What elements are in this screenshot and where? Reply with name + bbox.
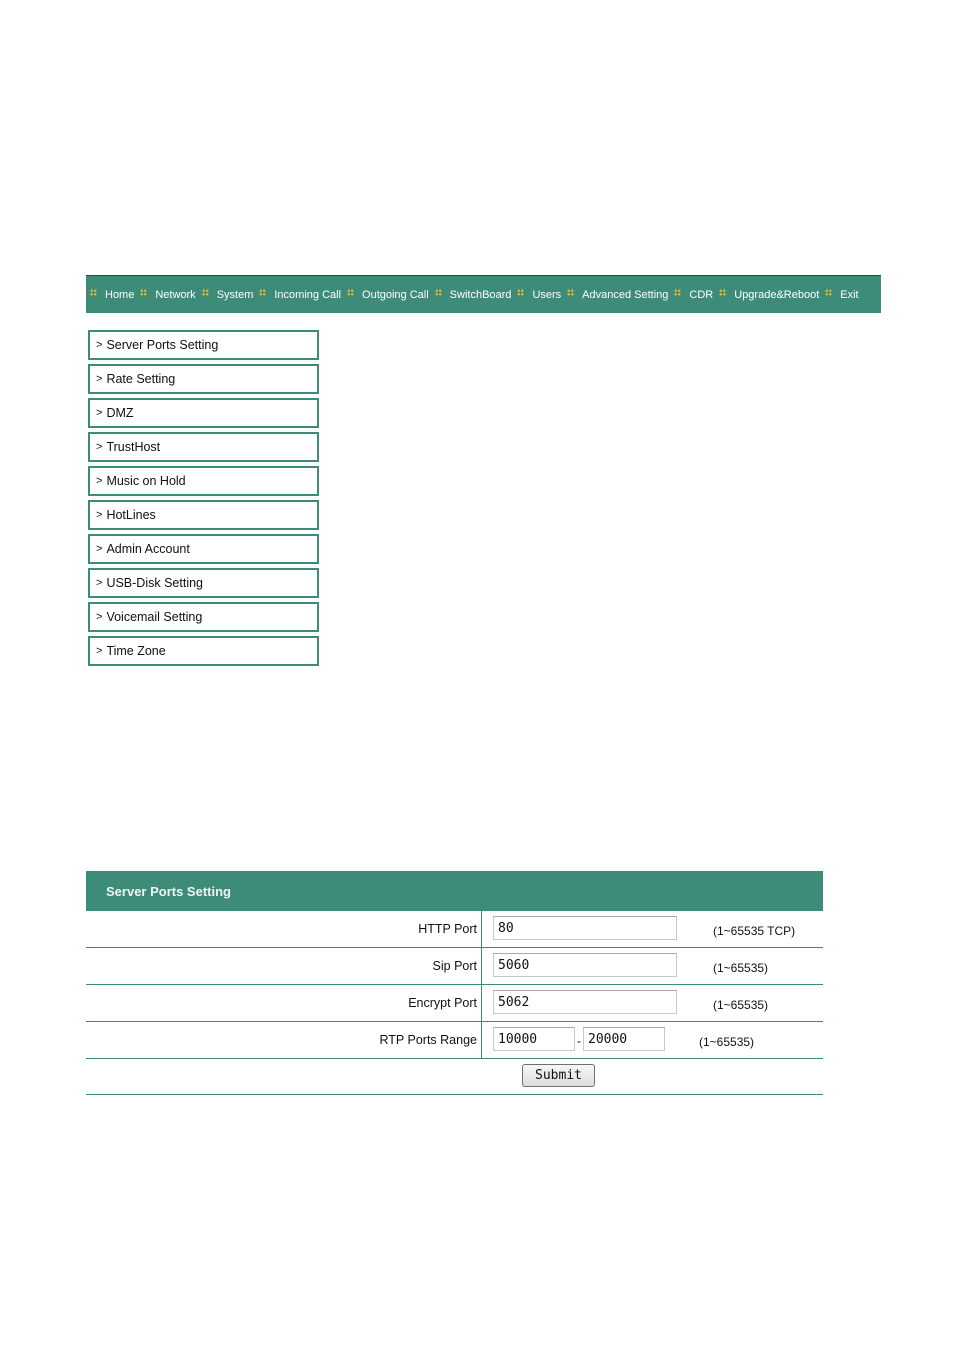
rtp-port-end-input[interactable]: [583, 1027, 665, 1051]
chevron-right-icon: >: [96, 645, 103, 657]
encrypt-port-hint: (1~65535): [713, 998, 769, 1012]
chevron-right-icon: >: [96, 339, 103, 351]
chevron-right-icon: >: [96, 475, 103, 487]
submit-button[interactable]: Submit: [522, 1064, 595, 1087]
nav-bullet-icon: [517, 289, 524, 296]
chevron-right-icon: >: [96, 577, 103, 589]
sidebar-item-admin-account[interactable]: [88, 534, 319, 564]
nav-item-label: SwitchBoard: [449, 288, 512, 301]
panel-title: Server Ports Setting: [86, 871, 823, 911]
sip-port-value-cell: [482, 948, 823, 984]
nav-item-label: System: [216, 288, 254, 301]
nav-item-cdr[interactable]: [674, 289, 713, 301]
nav-item-label: Advanced Setting: [582, 288, 669, 301]
sidebar-item-time-zone[interactable]: [88, 636, 319, 666]
rtp-range-separator: -: [577, 1034, 581, 1048]
encrypt-port-row: [86, 985, 823, 1022]
sidebar-item-label: Music on Hold: [106, 474, 186, 488]
sidebar-item-label: TrustHost: [106, 440, 161, 454]
nav-item-label: Home: [105, 288, 135, 301]
nav-bullet-icon: [347, 289, 354, 296]
nav-item-switchboard[interactable]: [435, 289, 512, 301]
sidebar-item-rate-setting[interactable]: [88, 364, 319, 394]
advanced-settings-sidebar: [88, 330, 319, 670]
nav-item-upgrade-reboot[interactable]: [719, 289, 819, 301]
top-navigation-bar: [86, 275, 881, 313]
nav-item-label: Exit: [840, 288, 859, 301]
nav-item-incoming-call[interactable]: [259, 289, 341, 301]
submit-row: [86, 1059, 823, 1095]
nav-item-home[interactable]: [90, 289, 134, 301]
nav-item-network[interactable]: [140, 289, 195, 301]
nav-bullet-icon: [719, 289, 726, 296]
chevron-right-icon: >: [96, 441, 103, 453]
sidebar-item-server-ports-setting[interactable]: [88, 330, 319, 360]
http-port-row: [86, 911, 823, 948]
sidebar-item-voicemail-setting[interactable]: [88, 602, 319, 632]
nav-item-users[interactable]: [517, 289, 561, 301]
nav-bullet-icon: [90, 289, 97, 296]
nav-item-system[interactable]: [202, 289, 254, 301]
encrypt-port-label: Encrypt Port: [86, 985, 482, 1021]
nav-bullet-icon: [825, 289, 832, 296]
nav-item-label: Network: [155, 288, 196, 301]
rtp-ports-range-row: [86, 1022, 823, 1059]
sidebar-item-label: Time Zone: [106, 644, 166, 658]
nav-item-label: Users: [532, 288, 562, 301]
nav-item-label: CDR: [689, 288, 714, 301]
sidebar-item-music-on-hold[interactable]: [88, 466, 319, 496]
rtp-ports-range-label: RTP Ports Range: [86, 1022, 482, 1058]
sidebar-item-label: Server Ports Setting: [106, 338, 219, 352]
sidebar-item-trusthost[interactable]: [88, 432, 319, 462]
nav-bullet-icon: [435, 289, 442, 296]
server-ports-setting-panel: [86, 871, 823, 1095]
chevron-right-icon: >: [96, 509, 103, 521]
sip-port-row: [86, 948, 823, 985]
nav-bullet-icon: [259, 289, 266, 296]
nav-bullet-icon: [140, 289, 147, 296]
sip-port-input[interactable]: [493, 953, 677, 977]
encrypt-port-input[interactable]: [493, 990, 677, 1014]
chevron-right-icon: >: [96, 407, 103, 419]
http-port-label: HTTP Port: [86, 911, 482, 947]
nav-item-label: Incoming Call: [274, 288, 342, 301]
nav-item-label: Upgrade&Reboot: [734, 288, 820, 301]
nav-bullet-icon: [674, 289, 681, 296]
chevron-right-icon: >: [96, 543, 103, 555]
nav-item-exit[interactable]: [825, 289, 858, 301]
sidebar-item-dmz[interactable]: [88, 398, 319, 428]
rtp-port-start-input[interactable]: [493, 1027, 575, 1051]
sidebar-item-label: HotLines: [106, 508, 156, 522]
chevron-right-icon: >: [96, 373, 103, 385]
sidebar-item-label: Voicemail Setting: [106, 610, 203, 624]
http-port-hint: (1~65535 TCP): [713, 924, 796, 938]
chevron-right-icon: >: [96, 611, 103, 623]
rtp-ports-range-hint: (1~65535): [699, 1035, 755, 1049]
sidebar-item-label: Rate Setting: [106, 372, 176, 386]
encrypt-port-value-cell: [482, 985, 823, 1021]
sidebar-item-label: DMZ: [106, 406, 134, 420]
http-port-input[interactable]: [493, 916, 677, 940]
sidebar-item-label: USB-Disk Setting: [106, 576, 203, 590]
nav-item-label: Outgoing Call: [362, 288, 429, 301]
nav-item-outgoing-call[interactable]: [347, 289, 429, 301]
sidebar-item-usb-disk-setting[interactable]: [88, 568, 319, 598]
nav-bullet-icon: [202, 289, 209, 296]
http-port-value-cell: [482, 911, 823, 947]
sip-port-label: Sip Port: [86, 948, 482, 984]
sidebar-item-label: Admin Account: [106, 542, 190, 556]
sidebar-item-hotlines[interactable]: [88, 500, 319, 530]
rtp-ports-range-value-cell: [482, 1022, 823, 1058]
sip-port-hint: (1~65535): [713, 961, 769, 975]
nav-bullet-icon: [567, 289, 574, 296]
nav-item-advanced-setting[interactable]: [567, 289, 668, 301]
